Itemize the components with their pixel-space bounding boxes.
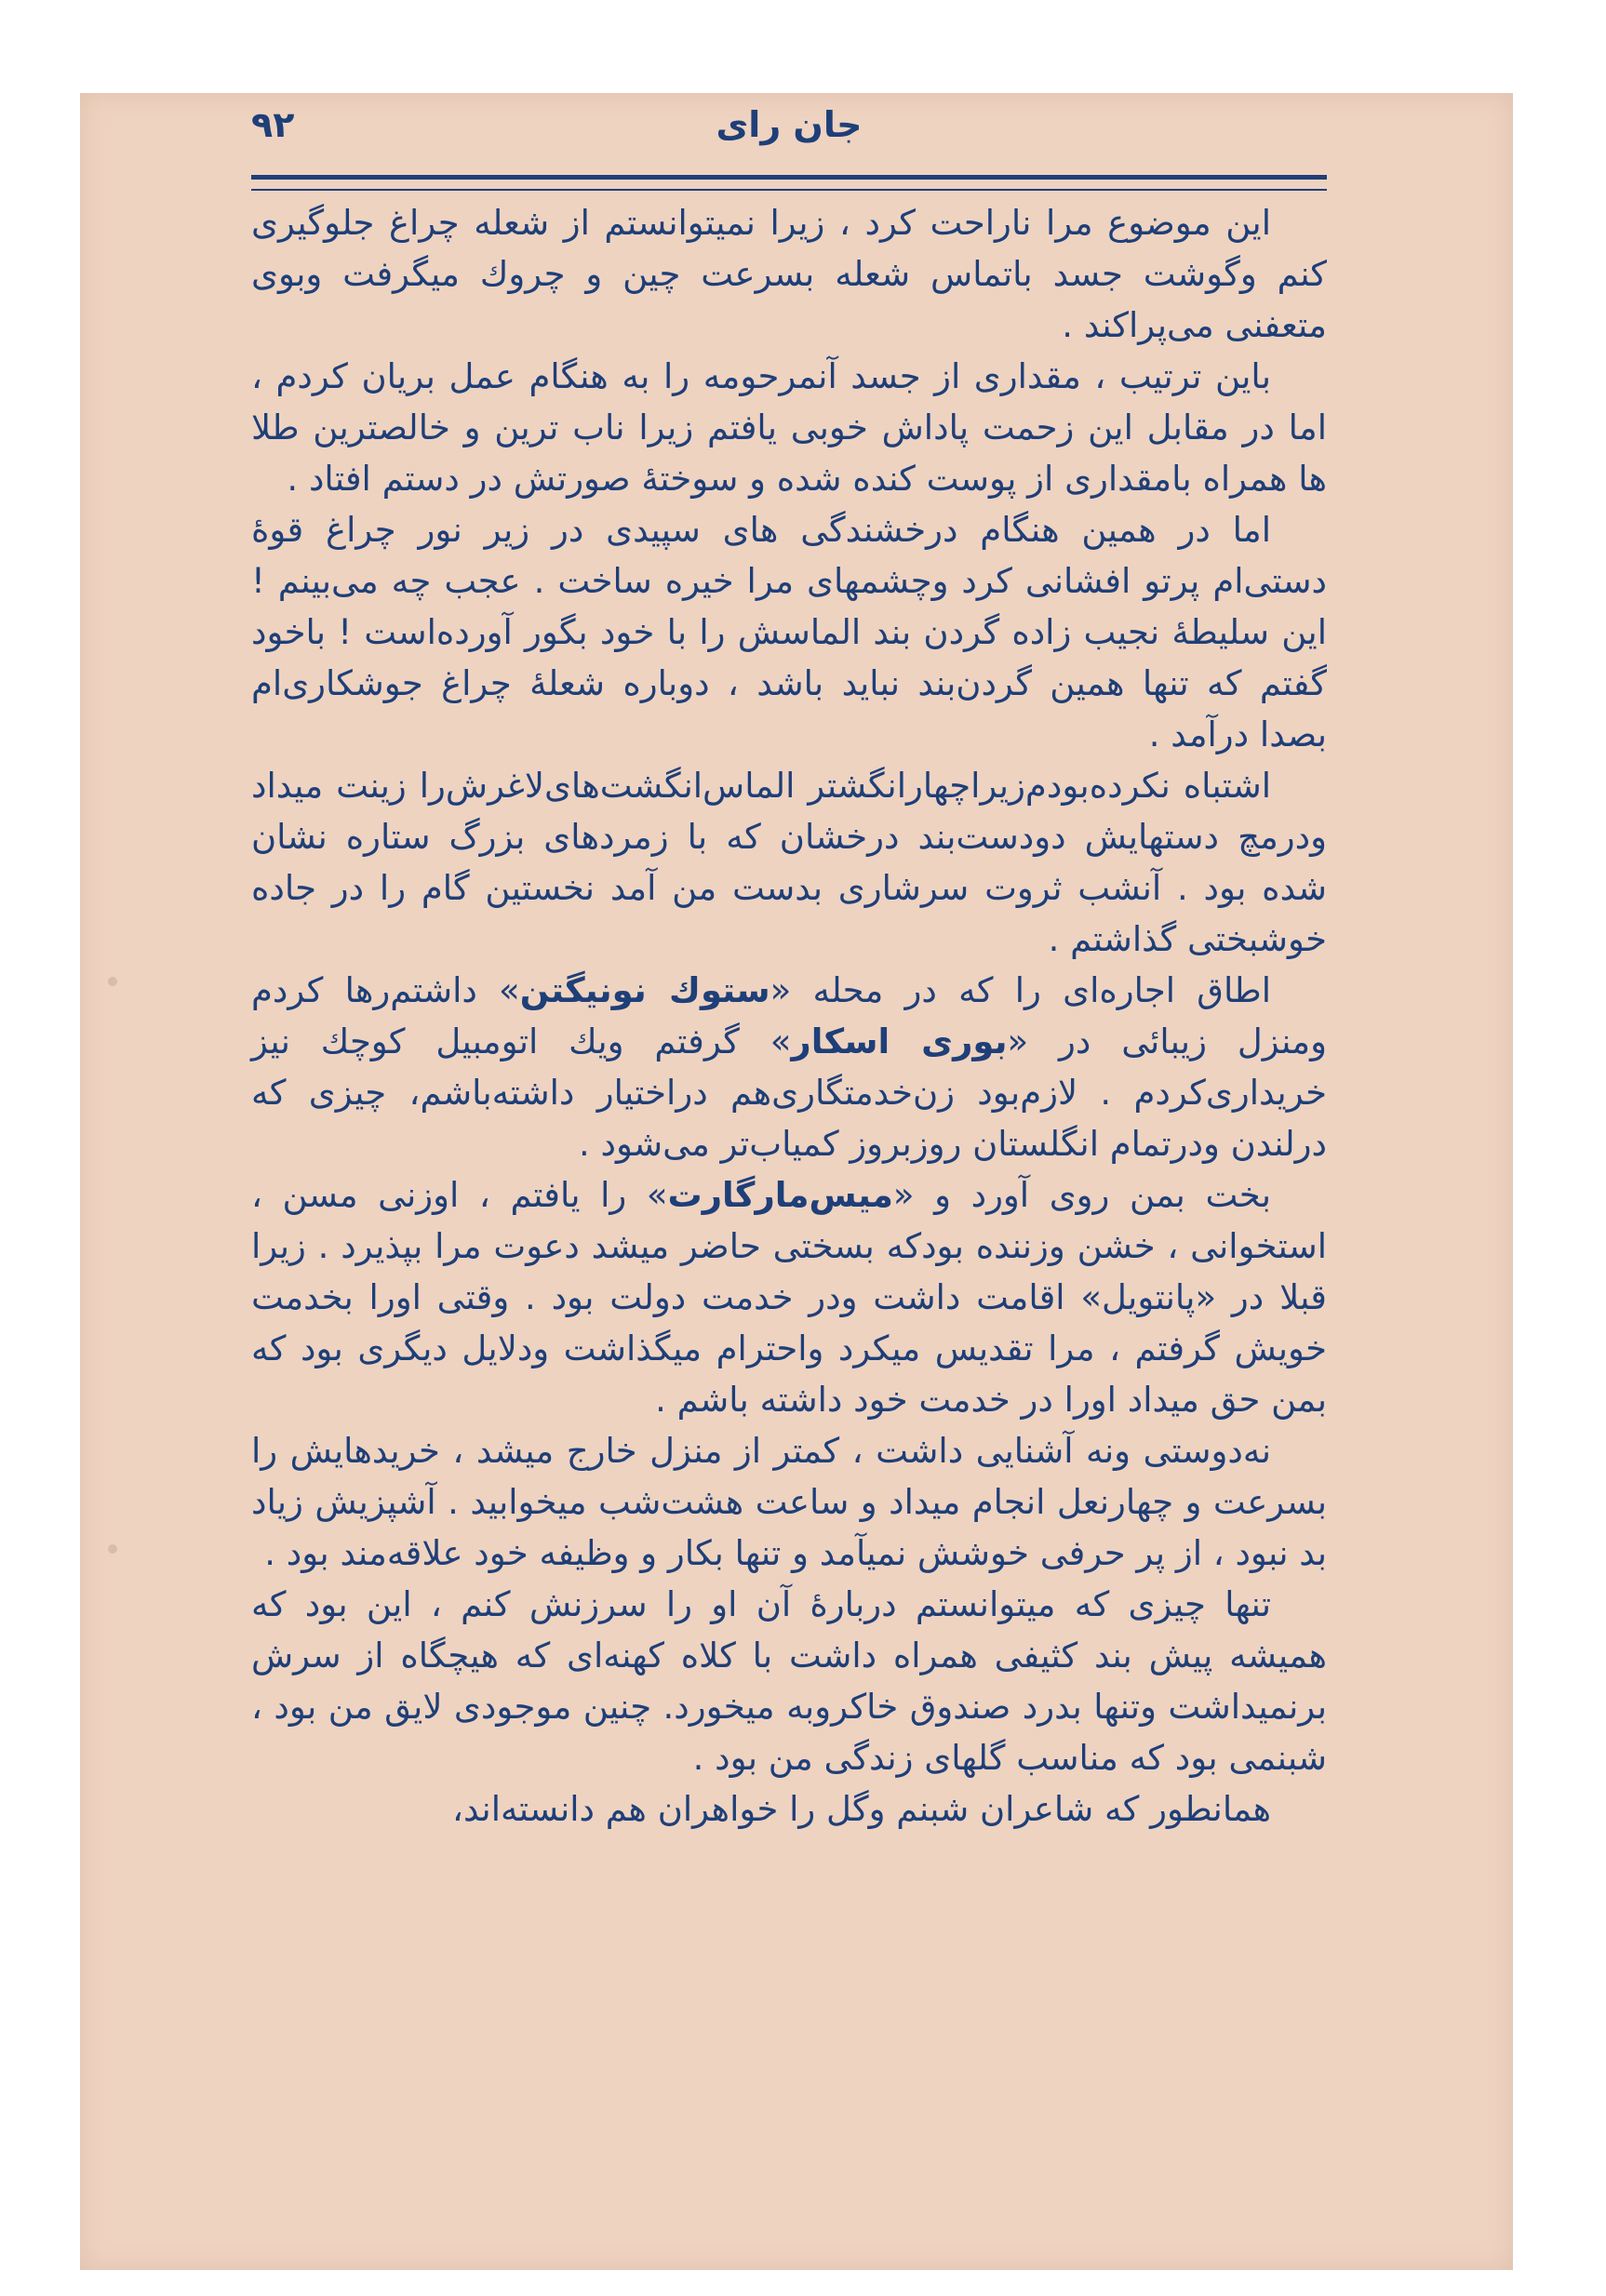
paragraph xyxy=(251,1425,1327,1579)
emphasized-place-name: ستوك نونیگتن xyxy=(519,970,770,1010)
paragraph xyxy=(251,197,1327,351)
header-rule xyxy=(251,175,1327,191)
emphasized-person-name: میس‌مارگارت xyxy=(667,1175,893,1215)
paragraph-text: بخت بمن روی آورد و « xyxy=(892,1175,1271,1215)
paragraph-text: اما در همین هنگام درخشندگی های سپیدی در زیر نور چراغ قوهٔ دستی‌ام پرتو افشانی کرد وچشمهای مرا خیره ساخت . عجب چه می‌بینم ! این سلیطهٔ نجیب زاده گردن بند الماسش را با خود بگور آورده‌است ! باخود گفتم که تنها همین گردن‌بند نباید باشد ، دوباره شعلهٔ چراغ جوشکاری‌ام بصدا درآمد . xyxy=(251,510,1327,754)
paragraph-text: اطاق اجاره‌ای را که در محله « xyxy=(770,970,1271,1010)
paragraph-text: » را یافتم ، اوزنی مسن ، استخوانی ، خشن وزننده بودکه بسختی حاضر میشد دعوت مرا بپذیرد . زیرا قبلا در «پانتویل» اقامت داشت ودر خدمت دولت بود . وقتی اورا بخدمت خویش گرفتم ، مرا تقدیس میکرد واحترام میگذاشت ودلایل دیگری بود که بمن حق میداد اورا در خدمت خود داشته باشم . xyxy=(251,1175,1327,1420)
page-header xyxy=(251,104,1327,169)
paragraph-text: نه‌دوستی ونه آشنایی داشت ، کمتر از منزل خارج میشد ، خریدهایش را بسرعت و چهارنعل انجام میداد و ساعت هشت‌شب میخوابید . آشپزیش زیاد بد نبود ، از پر حرفی خوشش نمیآمد و تنها بکار و وظیفه خود علاقه‌مند بود . xyxy=(251,1431,1327,1573)
paragraph-text: » گرفتم ویك اتومبیل کوچك نیز خریداری‌کردم . لازم‌بود زن‌خدمتگاری‌هم دراختیار داشته‌باشم، چیزی که درلندن ودرتمام انگلستان روزبروز کمیاب‌تر می‌شود . xyxy=(251,1021,1327,1164)
paragraph xyxy=(251,504,1327,760)
page-number: ۹۲ xyxy=(251,104,295,145)
paragraph xyxy=(251,1579,1327,1783)
paragraph-text: همانطور که شاعران شبنم وگل را خواهران هم دانسته‌اند، xyxy=(452,1789,1271,1829)
paragraph-text: باین ترتیب ، مقداری از جسد آنمرحومه را به هنگام عمل بریان کردم ، اما در مقابل این زحمت پاداش خوبی یافتم زیرا ناب ترین و خالصترین طلا ها همراه بامقداری از پوست کنده شده و سوختهٔ صورتش در دستم افتاد . xyxy=(251,356,1327,499)
paragraph xyxy=(251,1783,1327,1835)
paragraph xyxy=(251,351,1327,504)
paragraph xyxy=(251,965,1327,1169)
paragraph xyxy=(251,1169,1327,1425)
paper-hole xyxy=(108,977,117,986)
emphasized-place-name: بوری اسکار xyxy=(791,1021,1008,1061)
paragraph xyxy=(251,760,1327,965)
paragraph-text: » داشتم‌رها کردم ومنزل زیبائی در « xyxy=(251,970,1327,1061)
body-text xyxy=(251,197,1327,1835)
running-title: جان رای xyxy=(716,104,863,145)
paper-hole xyxy=(108,1544,117,1554)
paragraph-text: تنها چیزی که میتوانستم دربارهٔ آن او را سرزنش کنم ، این بود که همیشه پیش بند کثیفی همراه داشت با کلاه کهنه‌ای که هیچگاه از سرش برنمیداشت وتنها بدرد صندوق خاکروبه میخورد. چنین موجودی لایق من بود ، شبنمی بود که مناسب گلهای زندگی من بود . xyxy=(251,1584,1327,1778)
paragraph-text: اشتباه نکرده‌بودم‌زیراچهارانگشتر الماس‌انگشت‌های‌لاغرش‌را زینت میداد ودرمچ دستهایش دودست‌بند درخشان که با زمردهای بزرگ ستاره نشان شده بود . آنشب ثروت سرشاری بدست من آمد نخستین گام را در جاده خوشبختی گذاشتم . xyxy=(251,766,1327,959)
paragraph-text: این موضوع مرا ناراحت کرد ، زیرا نمیتوانستم از شعله چراغ جلوگیری کنم وگوشت جسد باتماس شعله بسرعت چین و چروك میگرفت وبوی متعفنی می‌پراکند . xyxy=(251,203,1327,345)
